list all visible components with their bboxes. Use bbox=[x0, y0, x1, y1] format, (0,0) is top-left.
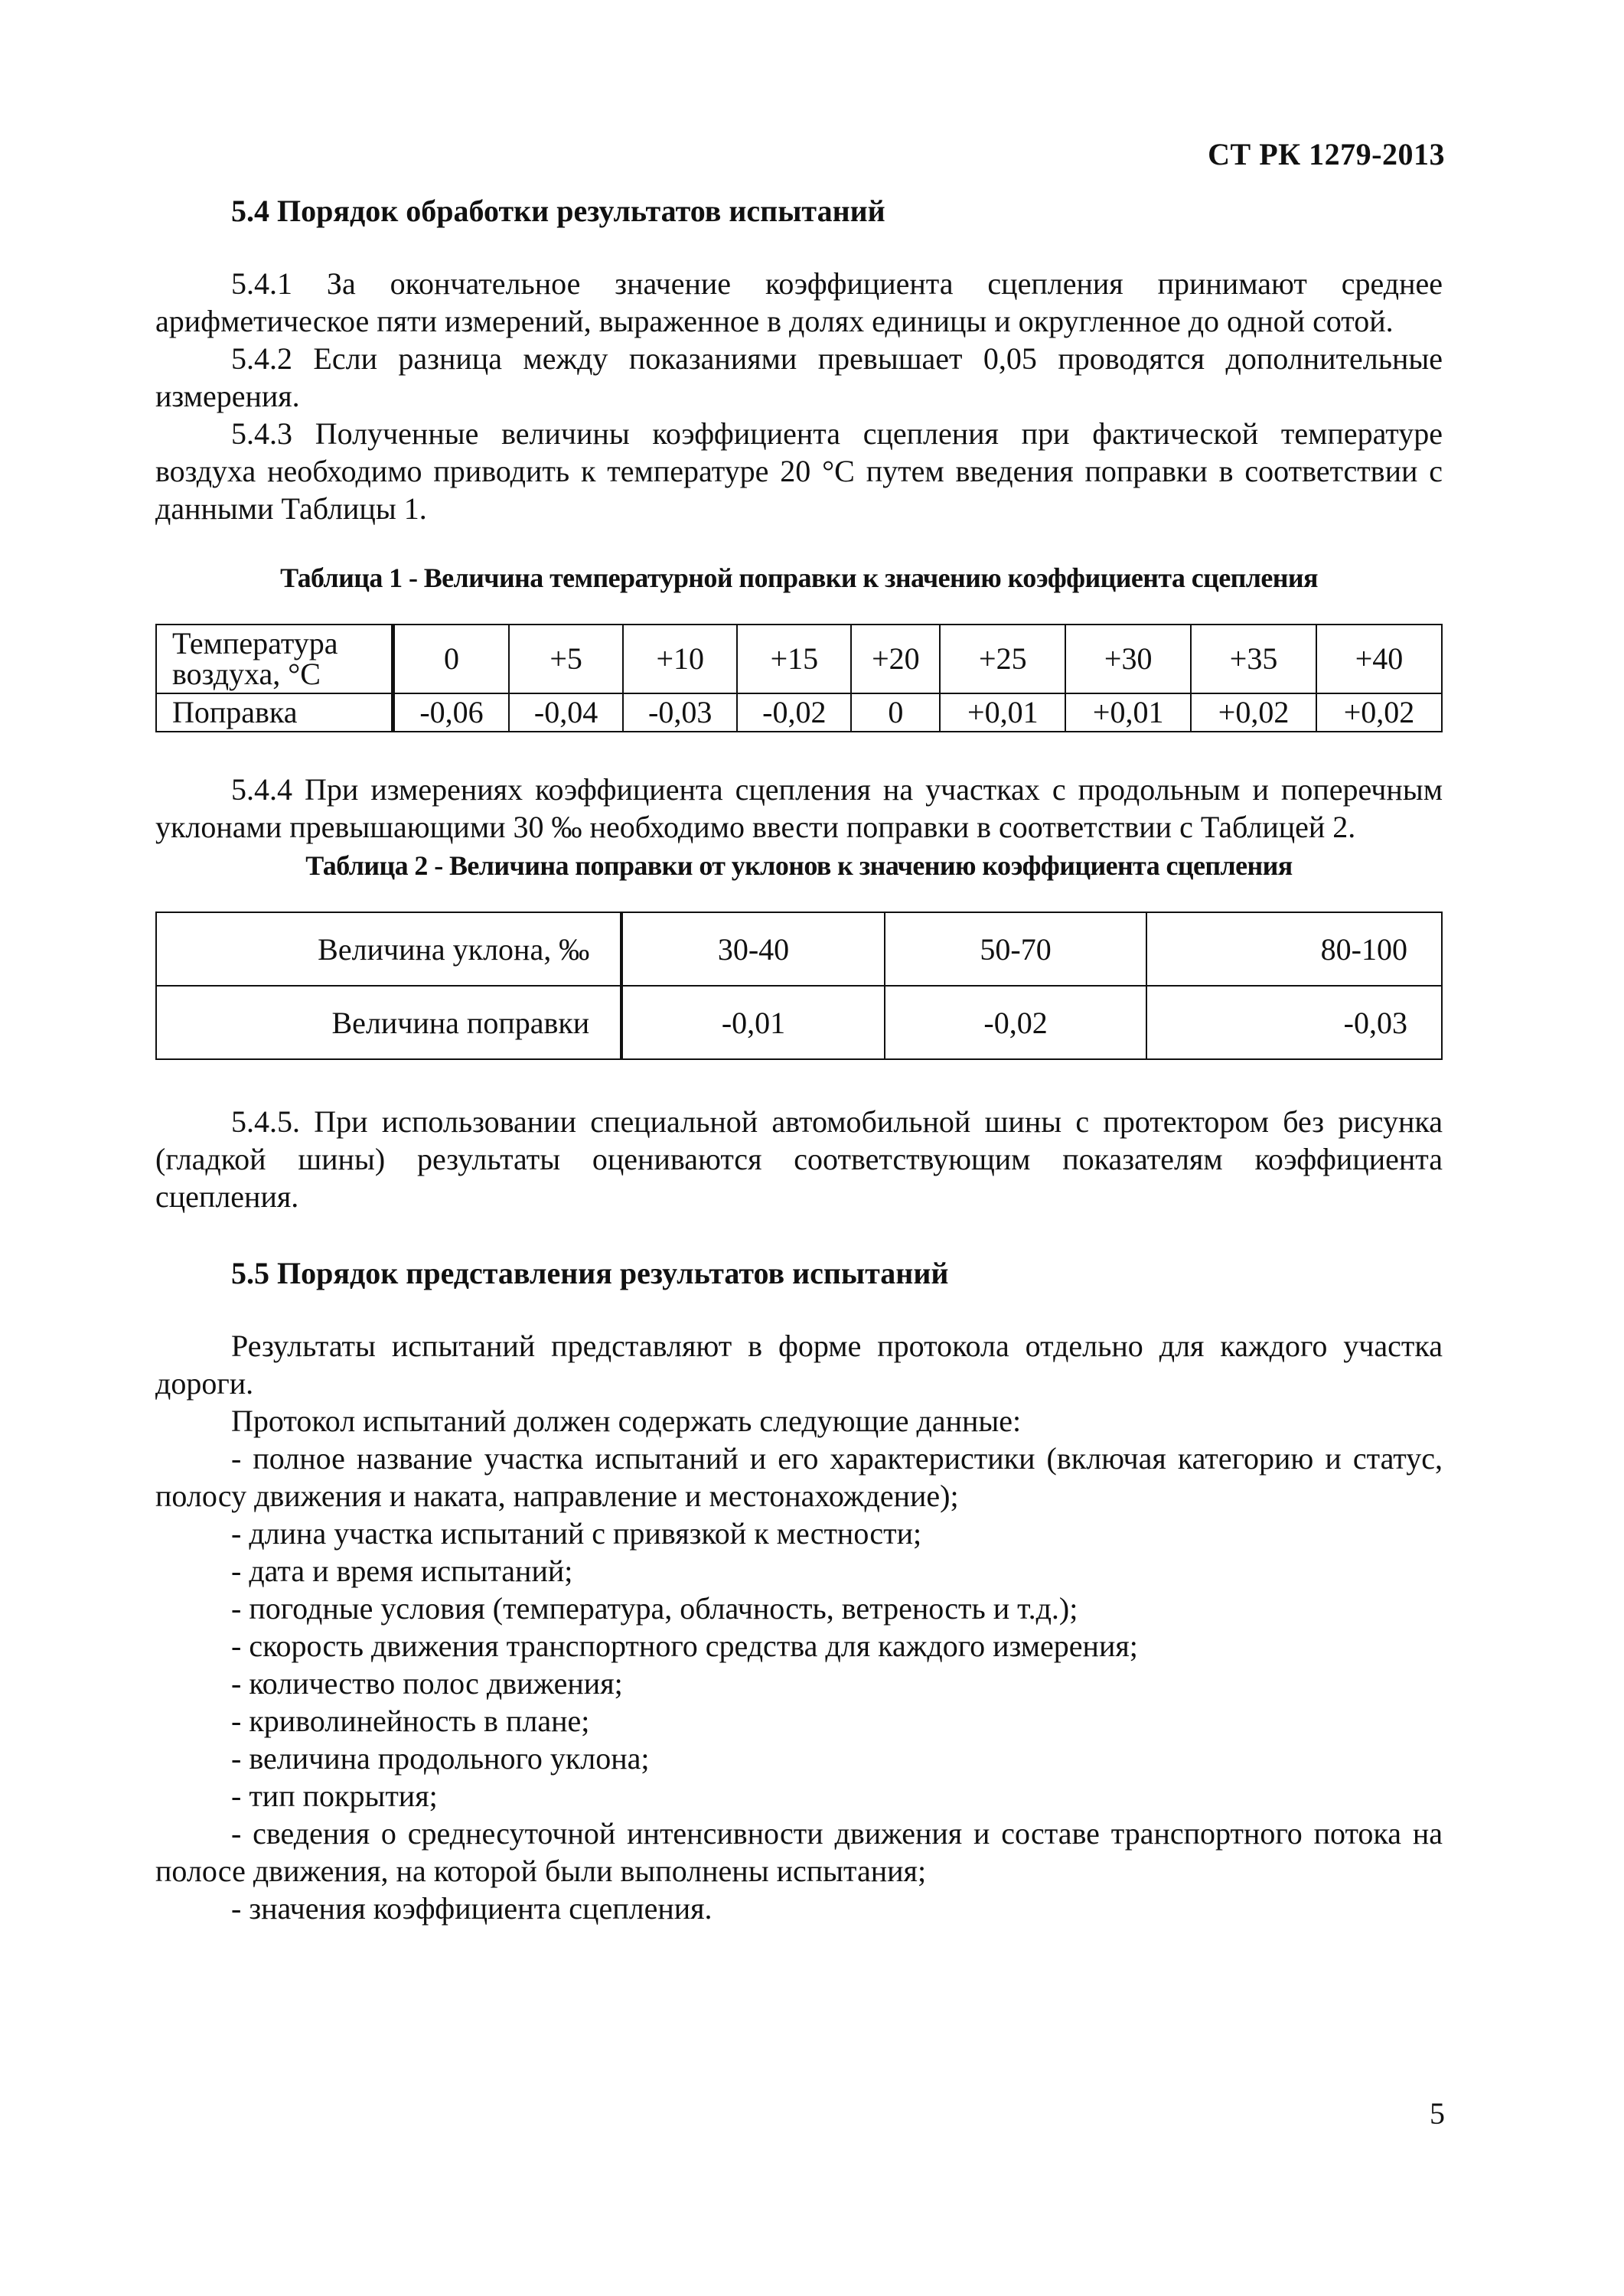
temperature-cell: +25 bbox=[940, 625, 1065, 693]
paragraph-5-4-3: 5.4.3 Полученные величины коэффициента сцепления при фактической температуре воздуха необходимо приводить к температуре 20 °С путем введения поправки в соответствии с данными Таблицы 1. bbox=[155, 416, 1443, 526]
list-item: - сведения о среднесуточной интенсивности движения и составе транспортного потока на полосе движения, на которой были выполнены испытания; bbox=[155, 1816, 1443, 1888]
correction-cell: -0,03 bbox=[623, 693, 737, 732]
table-2-row-1-header: Величина уклона, ‰ bbox=[156, 912, 621, 986]
temperature-cell: +10 bbox=[623, 625, 737, 693]
page-content bbox=[155, 191, 1443, 1927]
table-2-row-2-header: Величина поправки bbox=[156, 986, 621, 1059]
table-row bbox=[156, 986, 1442, 1059]
slope-correction-cell: -0,03 bbox=[1146, 986, 1442, 1059]
slope-cell: 50-70 bbox=[885, 912, 1147, 986]
page-number: 5 bbox=[1430, 2096, 1445, 2131]
list-item: - дата и время испытаний; bbox=[231, 1554, 573, 1588]
list-item: - полное название участка испытаний и его характеристики (включая категорию и статус, полосу движения и наката, направление и местонахождение); bbox=[155, 1441, 1443, 1513]
list-item: - значения коэффициента сцепления. bbox=[231, 1891, 713, 1926]
list-item: - погодные условия (температура, облачность, ветреность и т.д.); bbox=[231, 1591, 1078, 1626]
correction-cell: -0,06 bbox=[393, 693, 510, 732]
temperature-cell: +20 bbox=[851, 625, 940, 693]
temperature-cell: +15 bbox=[737, 625, 851, 693]
list-item: - длина участка испытаний с привязкой к местности; bbox=[231, 1516, 922, 1551]
slope-cell: 30-40 bbox=[621, 912, 885, 986]
list-item: - величина продольного уклона; bbox=[231, 1741, 650, 1776]
paragraph-5-5-protocol: Протокол испытаний должен содержать следующие данные: bbox=[231, 1404, 1022, 1438]
slope-correction-cell: -0,02 bbox=[885, 986, 1147, 1059]
slope-cell: 80-100 bbox=[1146, 912, 1442, 986]
table-1-row-1-header: Температура воздуха, °С bbox=[156, 625, 393, 693]
correction-cell: +0,01 bbox=[1065, 693, 1191, 732]
correction-cell: +0,02 bbox=[1191, 693, 1316, 732]
table-2-caption: Таблица 2 - Величина поправки от уклонов к значению коэффициента сцепления bbox=[305, 850, 1293, 881]
standard-code: СТ РК 1279-2013 bbox=[1208, 137, 1445, 171]
list-item: - скорость движения транспортного средства для каждого измерения; bbox=[231, 1629, 1138, 1663]
temperature-correction-table bbox=[155, 624, 1443, 732]
table-row bbox=[156, 693, 1442, 732]
list-item: - количество полос движения; bbox=[231, 1666, 623, 1701]
section-5-5-title: 5.5 Порядок представления результатов испытаний bbox=[231, 1256, 949, 1290]
slope-correction-cell: -0,01 bbox=[621, 986, 885, 1059]
paragraph-5-4-2: 5.4.2 Если разница между показаниями превышает 0,05 проводятся дополнительные измерения. bbox=[155, 341, 1443, 413]
temperature-cell: +5 bbox=[509, 625, 623, 693]
table-row bbox=[156, 912, 1442, 986]
correction-cell: -0,02 bbox=[737, 693, 851, 732]
temperature-cell: +35 bbox=[1191, 625, 1316, 693]
correction-cell: +0,02 bbox=[1316, 693, 1442, 732]
correction-cell: +0,01 bbox=[940, 693, 1065, 732]
paragraph-5-5-results: Результаты испытаний представляют в форме протокола отдельно для каждого участка дороги. bbox=[155, 1329, 1443, 1401]
table-row bbox=[156, 625, 1442, 693]
protocol-items-list bbox=[155, 1440, 1443, 1927]
temperature-cell: 0 bbox=[393, 625, 510, 693]
paragraph-5-4-1: 5.4.1 За окончательное значение коэффициента сцепления принимают среднее арифметическое пяти измерений, выраженное в долях единицы и округленное до одной сотой. bbox=[155, 266, 1443, 338]
paragraph-5-4-5: 5.4.5. При использовании специальной автомобильной шины с протектором без рисунка (гладкой шины) результаты оцениваются соответствующим показателям коэффициента сцепления. bbox=[155, 1104, 1443, 1214]
table-1-row-2-header: Поправка bbox=[156, 693, 393, 732]
temperature-cell: +30 bbox=[1065, 625, 1191, 693]
slope-correction-table bbox=[155, 912, 1443, 1060]
list-item: - тип покрытия; bbox=[231, 1779, 438, 1813]
table-1-caption: Таблица 1 - Величина температурной поправки к значению коэффициента сцепления bbox=[280, 563, 1318, 593]
paragraph-5-4-4: 5.4.4 При измерениях коэффициента сцепления на участках с продольным и поперечным уклонами превышающими 30 ‰ необходимо ввести поправки в соответствии с Таблицей 2. bbox=[155, 772, 1443, 844]
correction-cell: -0,04 bbox=[509, 693, 623, 732]
list-item: - криволинейность в плане; bbox=[231, 1704, 590, 1738]
temperature-cell: +40 bbox=[1316, 625, 1442, 693]
correction-cell: 0 bbox=[851, 693, 940, 732]
section-5-4-title: 5.4 Порядок обработки результатов испытаний bbox=[231, 194, 885, 228]
